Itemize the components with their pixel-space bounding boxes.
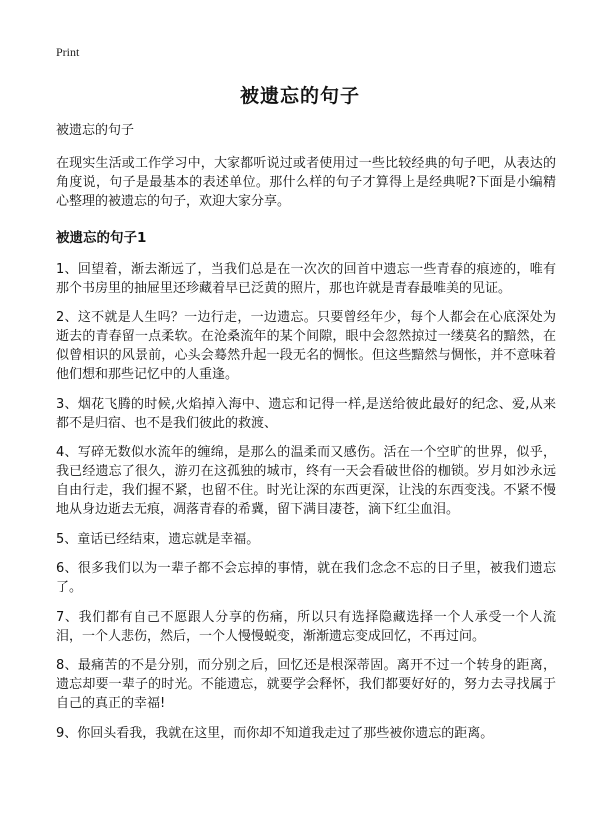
section-heading: 被遗忘的句子1 bbox=[56, 229, 147, 246]
article-subtitle: 被遗忘的句子 bbox=[56, 123, 135, 138]
intro-paragraph: 在现实生活或工作学习中，大家都听说过或者使用过一些比较经典的句子吧，从表达的角度说，句子是最基本的表述单位。那什么样的句子才算得上是经典呢?下面是小编精心整理的被遗忘的句子，欢迎大家分享。 bbox=[56, 155, 556, 209]
list-item: 8、最痛苦的不是分别，而分别之后，回忆还是根深蒂固。离开不过一个转身的距离，遗忘却要一辈子的时光。不能遗忘，就要学会释怀，我们都要好好的，努力去寻找属于自己的真正的幸福! bbox=[56, 658, 556, 711]
list-item: 6、很多我们以为一辈子都不会忘掉的事情，就在我们念念不忘的日子里，被我们遗忘了。 bbox=[56, 561, 556, 595]
article-body bbox=[56, 121, 556, 753]
list-item: 2、这不就是人生吗？一边行走，一边遗忘。只要曾经年少，每个人都会在心底深处为逝去的青春留一点柔软。在沧桑流年的某个间隙，眼中会忽然掠过一缕莫名的黯然，在似曾相识的风景前，心头会蓦然升起一段无名的惆怅。但这些黯然与惆怅，并不意味着他们想和那些记忆中的人重逢。 bbox=[56, 310, 556, 382]
list-item: 7、我们都有自己不愿跟人分享的伤痛，所以只有选择隐藏选择一个人承受一个人流泪，一个人悲伤，然后，一个人慢慢蜕变，渐渐遗忘变成回忆，不再过问。 bbox=[56, 609, 556, 644]
list-item: 4、写碎无数似水流年的缠绵，是那么的温柔而又感伤。活在一个空旷的世界，似乎，我已经遗忘了很久，游刃在这孤独的城市，终有一天会看破世俗的枷锁。岁月如沙永远自由行走，我们握不紧，也留不住。时光让深的东西更深，让浅的东西变浅。不紧不慢地从身边逝去无痕，凋落青春的希冀，留下满目凄苍，滴下红尘血泪。 bbox=[56, 445, 556, 517]
list-item: 9、你回头看我，我就在这里，而你却不知道我走过了那些被你遗忘的距离。 bbox=[56, 725, 494, 741]
print-link[interactable]: Print bbox=[56, 45, 80, 59]
list-item: 1、回望着，渐去渐远了，当我们总是在一次次的回首中遗忘一些青春的痕迹的，唯有那个书房里的抽屉里还珍藏着早已泛黄的照片，那也许就是青春最唯美的见证。 bbox=[56, 261, 556, 296]
list-item: 3、烟花飞腾的时候,火焰掉入海中、遗忘和记得一样,是送给彼此最好的纪念、爱,从来都不是归宿、也不是我们彼此的救渡、 bbox=[56, 396, 556, 431]
list-item: 5、童话已经结束，遗忘就是幸福。 bbox=[56, 531, 260, 547]
page-title: 被遗忘的句子 bbox=[239, 85, 360, 107]
